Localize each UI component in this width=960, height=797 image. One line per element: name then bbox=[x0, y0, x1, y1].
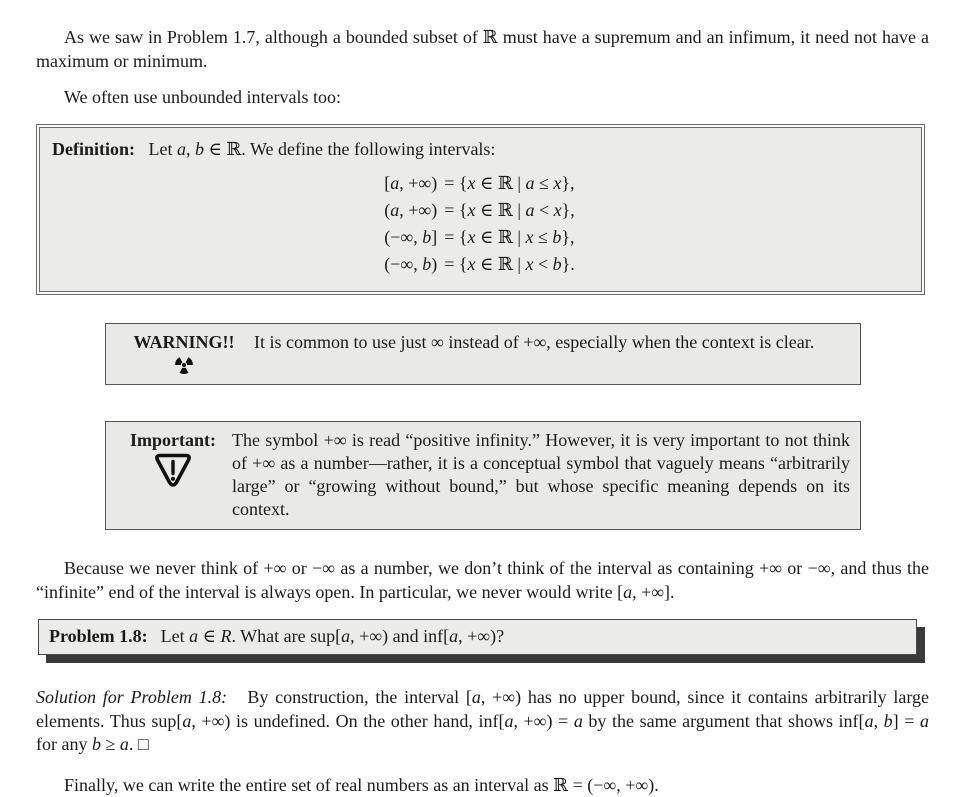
intro-paragraph: As we saw in Problem 1.7, although a bounded subset of ℝ must have a supremum and an infimum, it need not have a maximum or minimum. bbox=[36, 26, 929, 73]
equation-lhs: [a, +∞) bbox=[384, 172, 437, 196]
equation-lhs: (−∞, b] bbox=[384, 226, 437, 250]
solution-text: By construction, the interval [a, +∞) has no upper bound, since it contains arbitrarily large elements. Thus sup[a, +∞) is undefined. On the other hand, inf[a, +∞) = a by the same argument that shows inf[a, b] = a for any b ≥ a. □ bbox=[36, 687, 929, 754]
equation-rhs: = {x ∈ ℝ | x < b}. bbox=[444, 253, 574, 277]
important-text: The symbol +∞ is read “positive infinity.” However, it is very important to not think of +∞ as a number—rather, it is a conceptual symbol that vaguely means “arbitrarily large” or “growing without bound,” but whose specific meaning depends on its context. bbox=[232, 429, 850, 521]
equation-rhs: = {x ∈ ℝ | a < x}, bbox=[444, 199, 574, 223]
warning-box bbox=[105, 323, 861, 385]
definition-label: Definition: bbox=[52, 139, 135, 159]
solution-paragraph bbox=[36, 686, 929, 757]
radiation-icon bbox=[173, 354, 195, 376]
problem-box bbox=[38, 619, 917, 655]
important-label-column bbox=[114, 429, 232, 521]
important-label: Important: bbox=[114, 429, 232, 451]
definition-intro: Let a, b ∈ ℝ. We define the following intervals: bbox=[149, 139, 496, 159]
problem-label: Problem 1.8: bbox=[49, 625, 148, 648]
warning-label-column bbox=[114, 331, 254, 376]
problem-statement: Let a ∈ R. What are sup[a, +∞) and inf[a, +∞)? bbox=[161, 625, 504, 648]
between-paragraph: Because we never think of +∞ or −∞ as a number, we don’t think of the interval as containing +∞ or −∞, and thus the “infinite” end of the interval is always open. In particular, we never would write [a, +∞]. bbox=[36, 557, 929, 604]
equation-rhs: = {x ∈ ℝ | x ≤ b}, bbox=[444, 226, 574, 250]
closing-paragraph: Finally, we can write the entire set of real numbers as an interval as ℝ = (−∞, +∞). bbox=[36, 774, 929, 797]
interval-equations bbox=[384, 172, 574, 277]
equation-lhs: (−∞, b) bbox=[384, 253, 437, 277]
alert-icon bbox=[153, 452, 193, 488]
lead-in-paragraph: We often use unbounded intervals too: bbox=[36, 86, 929, 110]
definition-header bbox=[52, 137, 907, 161]
equation-lhs: (a, +∞) bbox=[384, 199, 437, 223]
solution-lead: Solution for Problem 1.8: bbox=[36, 687, 227, 707]
definition-box-inner bbox=[39, 127, 922, 293]
warning-label: WARNING!! bbox=[114, 331, 254, 353]
equation-rhs: = {x ∈ ℝ | a ≤ x}, bbox=[444, 172, 574, 196]
definition-box bbox=[36, 124, 925, 296]
warning-text: It is common to use just ∞ instead of +∞, especially when the context is clear. bbox=[254, 331, 850, 376]
important-box bbox=[105, 421, 861, 530]
